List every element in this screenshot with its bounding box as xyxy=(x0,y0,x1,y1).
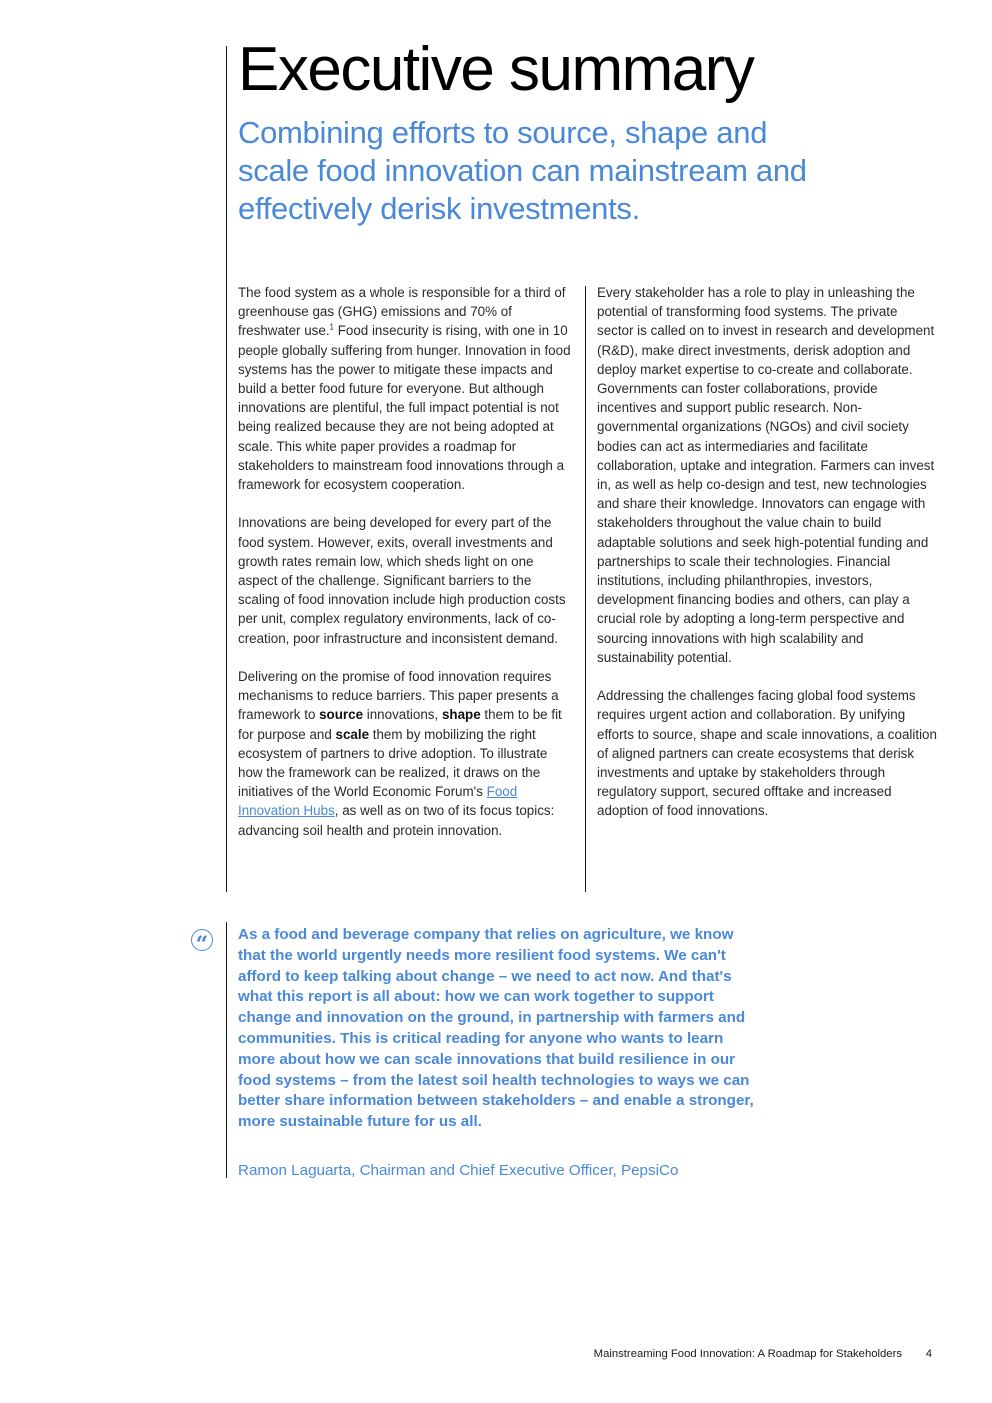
left-paragraph-3: Delivering on the promise of food innovation requires mechanisms to reduce barriers. This paper presents a framework to source innovations, shape them to be fit for purpose and scale them by mobilizing the right ecosystem of partners to drive adoption. To illustrate how the framework can be realized, it draws on the initiatives of the World Economic Forum's Food Innovation Hubs, as well as on two of its focus topics: advancing soil health and protein innovation. xyxy=(238,669,562,838)
keyword-scale: scale xyxy=(335,726,370,742)
quote-rule xyxy=(226,922,227,1178)
quote-attribution: Ramon Laguarta, Chairman and Chief Executive Officer, PepsiCo xyxy=(238,1162,679,1179)
page-subtitle: Combining efforts to source, shape and scale food innovation can mainstream and effectively derisk investments. xyxy=(238,115,807,226)
keyword-shape: shape xyxy=(441,707,481,723)
left-paragraph-2: Innovations are being developed for every part of the food system. However, exits, overall investments and growth rates remain low, which sheds light on one aspect of the challenge. Significant barriers to the scaling of food innovation include high production costs per unit, complex regulatory environments, lack of co-creation, poor infrastructure and inconsistent demand. xyxy=(238,515,566,646)
column-divider xyxy=(585,286,586,892)
right-column xyxy=(597,283,937,840)
page-number: 4 xyxy=(925,1348,932,1360)
right-paragraph-2: Addressing the challenges facing global food systems requires urgent action and collaboration. By unifying efforts to source, shape and scale innovations, a coalition of aligned partners can create ecosystems that derisk investments and uptake by stakeholders through regulatory support, secured offtake and increased adoption of food innovations. xyxy=(597,688,937,819)
quote-icon: “ xyxy=(191,929,213,951)
pull-quote: As a food and beverage company that relies on agriculture, we know that the world urgently needs more resilient food systems. We can't afford to keep talking about change – we need to act now. And that's what this report is all about: how we can work together to support change and innovation on the ground, in partnership with farmers and communities. This is critical reading for anyone who wants to learn more about how we can scale innovations that build resilience in our food systems – from the latest soil health technologies to ways we can better share information between stakeholders – and enable a stronger, more sustainable future for us all. xyxy=(238,926,754,1131)
left-rule xyxy=(226,46,227,892)
right-paragraph-1: Every stakeholder has a role to play in unleashing the potential of transforming food systems. The private sector is called on to invest in research and development (R&D), make direct investments, derisk adoption and deploy market expertise to co-create and collaborate. Governments can foster collaborations, provide incentives and support public research. Non-governmental organizations (NGOs) and civil society bodies can act as intermediaries and facilitate collaboration, uptake and integration. Farmers can invest in, as well as help co-design and test, new technologies and share their knowledge. Innovators can engage with stakeholders throughout the value chain to build adaptable solutions and seek high-potential funding and partnerships to scale their technologies. Financial institutions, including philanthropies, investors, development financing bodies and others, can play a crucial role by adopting a long-term perspective and sourcing innovations with high scalability and sustainability potential. xyxy=(597,285,935,665)
left-paragraph-1: The food system as a whole is responsible for a third of greenhouse gas (GHG) emissions and 70% of freshwater use.$^1$ Food insecurity is rising, with one in 10 people globally suffering from hunger. Innovation in food systems has the power to mitigate these impacts and build a better food future for everyone. But although innovations are plentiful, the full impact potential is not being realized because they are not being adopted at scale. This white paper provides a roadmap for stakeholders to mainstream food innovations through a framework for ecosystem cooperation. xyxy=(238,285,571,493)
footnote-ref[interactable]: 1 xyxy=(329,322,334,332)
keyword-source: source xyxy=(319,707,364,723)
footer-report-title: Mainstreaming Food Innovation: A Roadmap for Stakeholders xyxy=(593,1348,902,1360)
page-title: Executive summary xyxy=(238,35,754,104)
food-innovation-hubs-link[interactable]: Food Innovation Hubs xyxy=(238,784,518,819)
left-column xyxy=(238,283,574,859)
